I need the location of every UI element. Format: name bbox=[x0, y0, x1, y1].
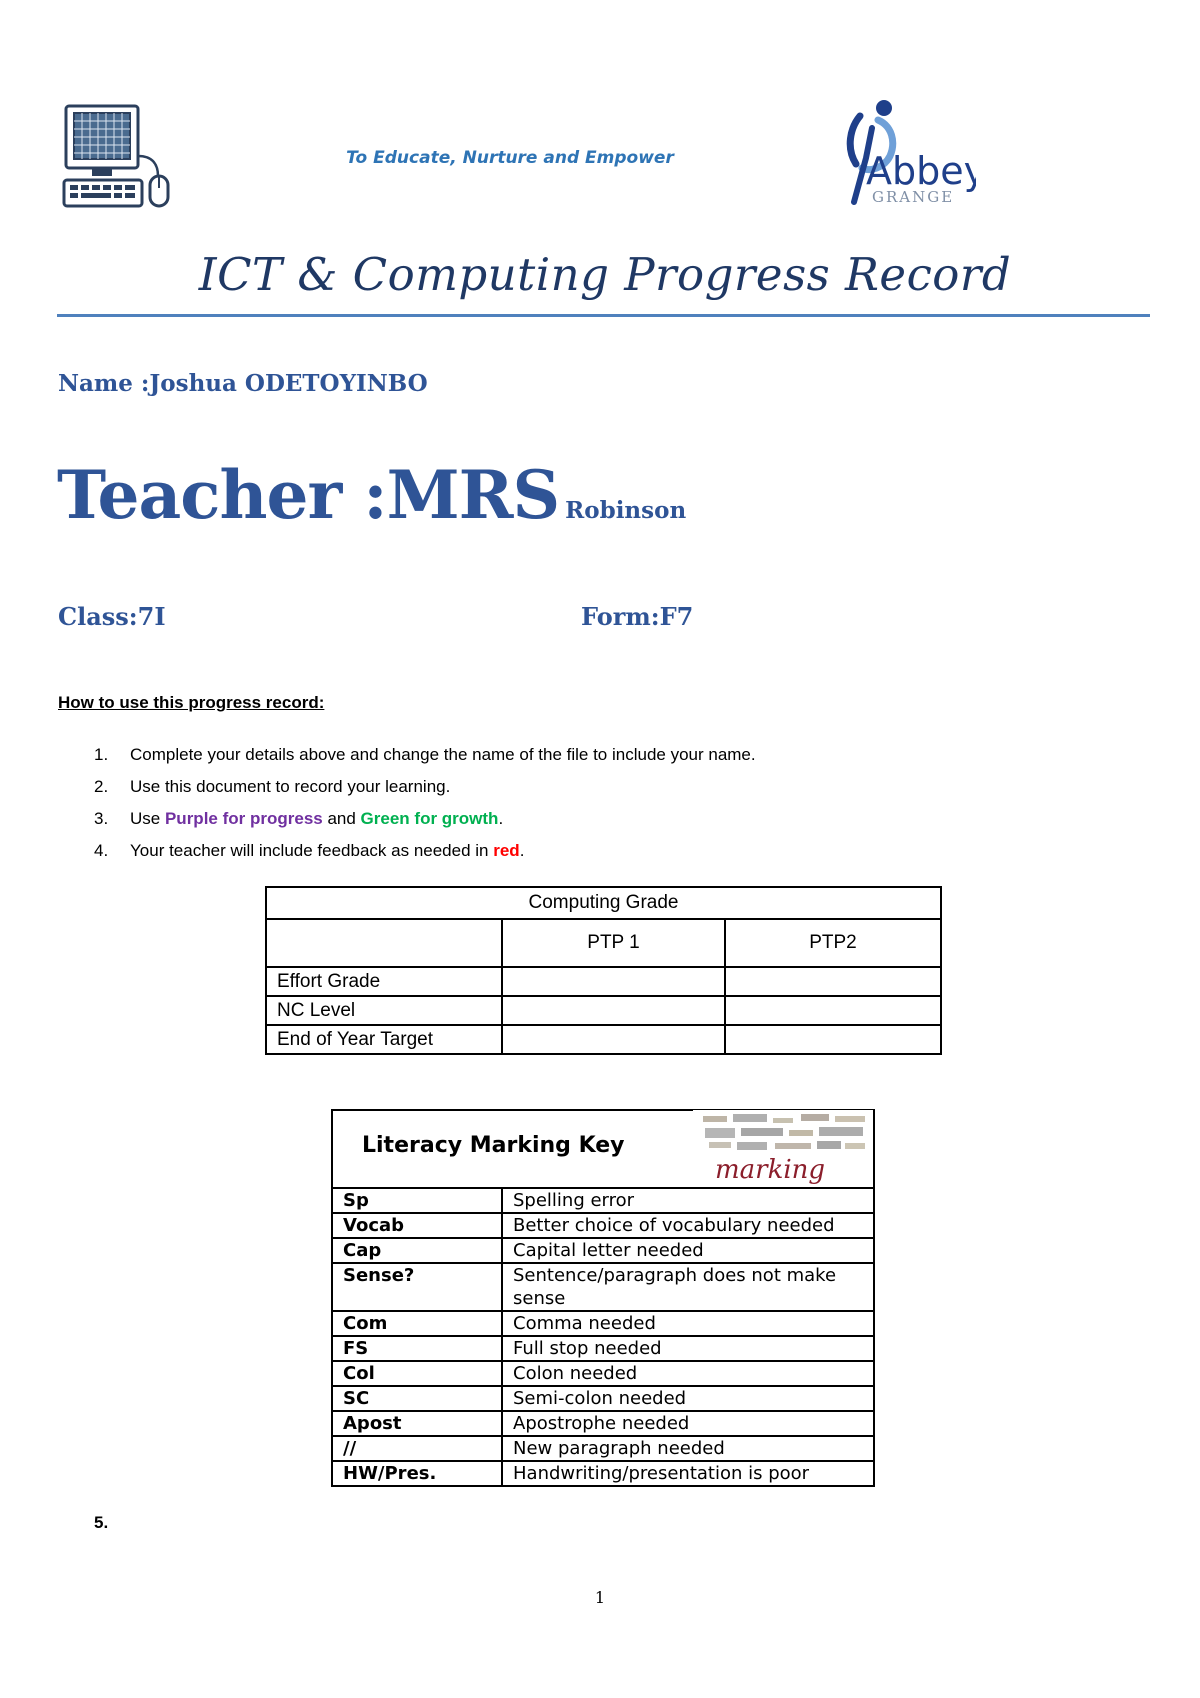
literacy-key-title: Literacy Marking Key bbox=[362, 1133, 625, 1158]
column-header: PTP 1 bbox=[502, 919, 725, 967]
column-header: PTP2 bbox=[725, 919, 941, 967]
mark-code: Col bbox=[332, 1361, 502, 1386]
instructions-heading: How to use this progress record: bbox=[58, 693, 325, 712]
mark-meaning: Handwriting/presentation is poor bbox=[502, 1461, 874, 1486]
table-row bbox=[332, 1336, 874, 1361]
instruction-step: 2. Use this document to record your learning. bbox=[94, 777, 451, 796]
mark-meaning: Sentence/paragraph does not make sense bbox=[502, 1263, 874, 1311]
marking-word-cloud-image bbox=[693, 1110, 873, 1186]
student-name: Name :Joshua ODETOYINBO bbox=[58, 370, 428, 397]
column-header bbox=[266, 919, 502, 967]
table-row bbox=[332, 1263, 874, 1311]
instruction-step: 1. Complete your details above and change the name of the file to include your name. bbox=[94, 745, 756, 764]
instruction-step-5: 5. bbox=[94, 1513, 109, 1532]
table-row bbox=[332, 1213, 874, 1238]
mark-meaning: Better choice of vocabulary needed bbox=[502, 1213, 874, 1238]
mark-meaning: Semi-colon needed bbox=[502, 1386, 874, 1411]
table-row bbox=[332, 1238, 874, 1263]
table-row bbox=[332, 1436, 874, 1461]
teacher-surname: Robinson bbox=[565, 497, 687, 524]
school-logo bbox=[832, 98, 976, 216]
mark-meaning: Spelling error bbox=[502, 1188, 874, 1213]
table-row bbox=[332, 1311, 874, 1336]
school-logo-text: Abbey bbox=[866, 149, 976, 193]
growth-colour-text: Green for growth bbox=[360, 809, 499, 828]
table-row bbox=[266, 996, 941, 1025]
row-label: NC Level bbox=[266, 996, 502, 1025]
teacher-prefix: Teacher :MRS bbox=[57, 456, 560, 534]
mark-code: Sp bbox=[332, 1188, 502, 1213]
table-row bbox=[266, 1025, 941, 1054]
mark-code: Com bbox=[332, 1311, 502, 1336]
class-label: Class:7I bbox=[58, 602, 166, 631]
table-title-row bbox=[266, 887, 941, 919]
grade-cell[interactable] bbox=[725, 996, 941, 1025]
grade-cell[interactable] bbox=[725, 967, 941, 996]
table-row bbox=[332, 1361, 874, 1386]
title-divider bbox=[57, 314, 1150, 317]
row-label: End of Year Target bbox=[266, 1025, 502, 1054]
mark-meaning: Full stop needed bbox=[502, 1336, 874, 1361]
mark-meaning: Capital letter needed bbox=[502, 1238, 874, 1263]
row-label: Effort Grade bbox=[266, 967, 502, 996]
grade-cell[interactable] bbox=[502, 1025, 725, 1054]
feedback-colour-text: red bbox=[493, 841, 520, 860]
table-header-row bbox=[266, 919, 941, 967]
table-row bbox=[332, 1461, 874, 1486]
table-row bbox=[332, 1386, 874, 1411]
mark-code: // bbox=[332, 1436, 502, 1461]
mark-code: Vocab bbox=[332, 1213, 502, 1238]
table-row bbox=[266, 967, 941, 996]
grade-cell[interactable] bbox=[502, 996, 725, 1025]
instruction-step: 4. Your teacher will include feedback as needed in red. bbox=[94, 841, 525, 860]
school-logo-subtext: GRANGE bbox=[872, 188, 955, 206]
page-title: ICT & Computing Progress Record bbox=[198, 248, 1012, 301]
mark-meaning: Apostrophe needed bbox=[502, 1411, 874, 1436]
grade-cell[interactable] bbox=[502, 967, 725, 996]
form-label: Form:F7 bbox=[581, 602, 694, 631]
mark-code: Cap bbox=[332, 1238, 502, 1263]
marking-word: marking bbox=[715, 1155, 826, 1185]
table-title: Computing Grade bbox=[266, 887, 941, 919]
mark-code: Apost bbox=[332, 1411, 502, 1436]
computer-icon bbox=[62, 104, 178, 210]
mark-meaning: Comma needed bbox=[502, 1311, 874, 1336]
page-number: 1 bbox=[594, 1588, 606, 1607]
progress-colour-text: Purple for progress bbox=[164, 809, 323, 828]
teacher-line bbox=[57, 456, 686, 534]
table-row bbox=[332, 1188, 874, 1213]
mark-code: HW/Pres. bbox=[332, 1461, 502, 1486]
mark-code: SC bbox=[332, 1386, 502, 1411]
computing-grade-table bbox=[265, 886, 942, 1055]
school-motto: To Educate, Nurture and Empower bbox=[346, 148, 674, 168]
mark-meaning: New paragraph needed bbox=[502, 1436, 874, 1461]
table-row bbox=[332, 1411, 874, 1436]
mark-code: FS bbox=[332, 1336, 502, 1361]
instruction-step: 3. Use Purple for progress and Green for growth. bbox=[94, 809, 504, 828]
grade-cell[interactable] bbox=[725, 1025, 941, 1054]
mark-meaning: Colon needed bbox=[502, 1361, 874, 1386]
mark-code: Sense? bbox=[332, 1263, 502, 1311]
